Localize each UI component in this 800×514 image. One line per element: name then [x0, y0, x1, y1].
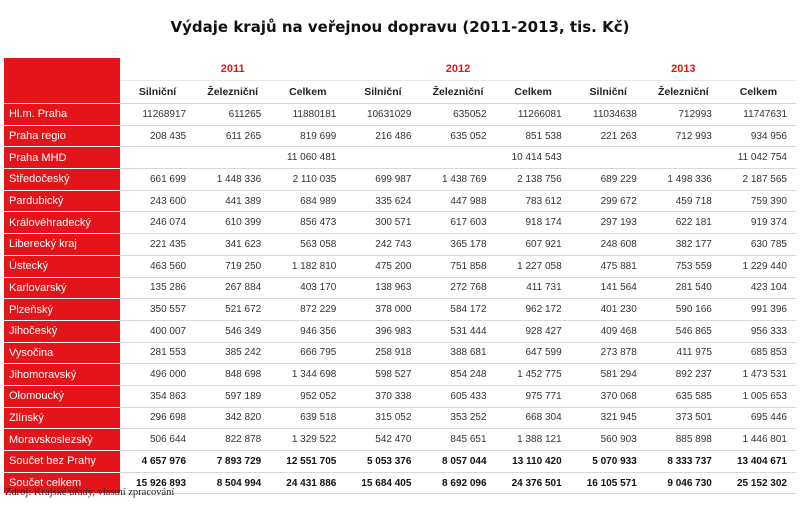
value-cell: 885 898 [646, 429, 721, 451]
value-cell: 463 560 [120, 255, 195, 277]
value-cell: 296 698 [120, 407, 195, 429]
value-cell: 856 473 [270, 212, 345, 234]
value-cell: 441 389 [195, 190, 270, 212]
value-cell: 9 046 730 [646, 472, 721, 494]
table-row [4, 255, 796, 277]
value-cell: 11880181 [270, 104, 345, 126]
value-cell: 242 743 [345, 234, 420, 256]
value-cell: 1 329 522 [270, 429, 345, 451]
value-cell: 684 989 [270, 190, 345, 212]
value-cell: 848 698 [195, 364, 270, 386]
value-cell: 11 060 481 [270, 147, 345, 169]
value-cell: 1 452 775 [496, 364, 571, 386]
value-cell: 854 248 [420, 364, 495, 386]
value-cell: 630 785 [721, 234, 796, 256]
value-cell: 335 624 [345, 190, 420, 212]
value-cell: 11268917 [120, 104, 195, 126]
value-cell: 411 731 [496, 277, 571, 299]
table-row [4, 407, 796, 429]
value-cell [571, 147, 646, 169]
region-name: Královéhradecký [4, 212, 120, 234]
value-cell: 956 333 [721, 320, 796, 342]
table-row [4, 125, 796, 147]
value-cell: 1 227 058 [496, 255, 571, 277]
region-name: Jihočeský [4, 320, 120, 342]
value-cell: 138 963 [345, 277, 420, 299]
value-cell: 1 446 801 [721, 429, 796, 451]
region-name: Pardubický [4, 190, 120, 212]
value-cell: 24 431 886 [270, 472, 345, 494]
subcolumn-header: Železniční [420, 81, 495, 104]
table-row [4, 385, 796, 407]
value-cell [345, 147, 420, 169]
value-cell: 8 333 737 [646, 451, 721, 473]
value-cell: 845 651 [420, 429, 495, 451]
value-cell: 385 242 [195, 342, 270, 364]
value-cell: 373 501 [646, 407, 721, 429]
value-cell: 666 795 [270, 342, 345, 364]
value-cell: 15 926 893 [120, 472, 195, 494]
value-cell: 1 438 769 [420, 169, 495, 191]
value-cell: 281 540 [646, 277, 721, 299]
value-cell: 370 068 [571, 385, 646, 407]
value-cell: 851 538 [496, 125, 571, 147]
value-cell [120, 147, 195, 169]
value-cell: 396 983 [345, 320, 420, 342]
value-cell: 475 881 [571, 255, 646, 277]
value-cell: 712 993 [646, 125, 721, 147]
table-row [4, 320, 796, 342]
value-cell: 10 414 543 [496, 147, 571, 169]
value-cell: 611265 [195, 104, 270, 126]
region-name: Vysočina [4, 342, 120, 364]
value-cell: 273 878 [571, 342, 646, 364]
value-cell: 13 404 671 [721, 451, 796, 473]
value-cell: 607 921 [496, 234, 571, 256]
value-cell: 819 699 [270, 125, 345, 147]
value-cell: 370 338 [345, 385, 420, 407]
value-cell: 25 152 302 [721, 472, 796, 494]
table-row [4, 104, 796, 126]
region-name: Zlínský [4, 407, 120, 429]
value-cell: 11266081 [496, 104, 571, 126]
value-cell: 354 863 [120, 385, 195, 407]
value-cell: 300 571 [345, 212, 420, 234]
table-body [4, 104, 796, 494]
value-cell: 1 005 653 [721, 385, 796, 407]
value-cell: 281 553 [120, 342, 195, 364]
value-cell: 560 903 [571, 429, 646, 451]
value-cell: 382 177 [646, 234, 721, 256]
subcolumn-header: Železniční [195, 81, 270, 104]
subcolumn-header: Silniční [345, 81, 420, 104]
value-cell: 946 356 [270, 320, 345, 342]
value-cell: 321 945 [571, 407, 646, 429]
value-cell: 695 446 [721, 407, 796, 429]
value-cell: 459 718 [646, 190, 721, 212]
value-cell: 24 376 501 [496, 472, 571, 494]
subcolumn-header: Silniční [571, 81, 646, 104]
value-cell: 411 975 [646, 342, 721, 364]
value-cell: 8 504 994 [195, 472, 270, 494]
table-row [4, 277, 796, 299]
value-cell: 248 608 [571, 234, 646, 256]
year-header-row [4, 58, 796, 81]
value-cell: 388 681 [420, 342, 495, 364]
value-cell: 15 684 405 [345, 472, 420, 494]
value-cell: 496 000 [120, 364, 195, 386]
value-cell [195, 147, 270, 169]
value-cell: 208 435 [120, 125, 195, 147]
table-row [4, 299, 796, 321]
value-cell: 531 444 [420, 320, 495, 342]
table-row [4, 342, 796, 364]
table-row [4, 364, 796, 386]
source-note: Zdroj: Krajské úřady, vlastní zpracování [5, 487, 175, 498]
value-cell [420, 147, 495, 169]
value-cell: 759 390 [721, 190, 796, 212]
value-cell: 962 172 [496, 299, 571, 321]
value-cell: 2 138 756 [496, 169, 571, 191]
value-cell: 635 585 [646, 385, 721, 407]
value-cell: 299 672 [571, 190, 646, 212]
value-cell [646, 147, 721, 169]
value-cell: 353 252 [420, 407, 495, 429]
subcolumn-header-row [4, 81, 796, 104]
value-cell: 928 427 [496, 320, 571, 342]
year-header: 2013 [571, 58, 796, 81]
value-cell: 1 388 121 [496, 429, 571, 451]
value-cell: 216 486 [345, 125, 420, 147]
value-cell: 258 918 [345, 342, 420, 364]
value-cell: 635052 [420, 104, 495, 126]
value-cell: 11747631 [721, 104, 796, 126]
region-name: Jihomoravský [4, 364, 120, 386]
value-cell: 400 007 [120, 320, 195, 342]
value-cell: 342 820 [195, 407, 270, 429]
value-cell: 563 058 [270, 234, 345, 256]
region-name: Praha MHD [4, 147, 120, 169]
table-row [4, 147, 796, 169]
value-cell: 584 172 [420, 299, 495, 321]
value-cell: 221 435 [120, 234, 195, 256]
value-cell: 2 187 565 [721, 169, 796, 191]
table-row [4, 451, 796, 473]
value-cell: 16 105 571 [571, 472, 646, 494]
value-cell: 581 294 [571, 364, 646, 386]
value-cell: 11034638 [571, 104, 646, 126]
subcolumn-header: Železniční [646, 81, 721, 104]
value-cell: 918 174 [496, 212, 571, 234]
value-cell: 1 498 336 [646, 169, 721, 191]
value-cell: 4 657 976 [120, 451, 195, 473]
value-cell: 590 166 [646, 299, 721, 321]
value-cell: 246 074 [120, 212, 195, 234]
value-cell: 712993 [646, 104, 721, 126]
value-cell: 403 170 [270, 277, 345, 299]
value-cell: 610 399 [195, 212, 270, 234]
subcolumn-header: Celkem [721, 81, 796, 104]
value-cell: 751 858 [420, 255, 495, 277]
value-cell: 872 229 [270, 299, 345, 321]
value-cell: 699 987 [345, 169, 420, 191]
value-cell: 423 104 [721, 277, 796, 299]
value-cell: 13 110 420 [496, 451, 571, 473]
value-cell: 622 181 [646, 212, 721, 234]
value-cell: 668 304 [496, 407, 571, 429]
subcolumn-header: Silniční [120, 81, 195, 104]
value-cell: 952 052 [270, 385, 345, 407]
value-cell: 2 110 035 [270, 169, 345, 191]
value-cell: 1 182 810 [270, 255, 345, 277]
value-cell: 378 000 [345, 299, 420, 321]
value-cell: 542 470 [345, 429, 420, 451]
value-cell: 221 263 [571, 125, 646, 147]
region-name: Karlovarský [4, 277, 120, 299]
table-row [4, 190, 796, 212]
region-name: Ústecký [4, 255, 120, 277]
value-cell: 934 956 [721, 125, 796, 147]
value-cell: 243 600 [120, 190, 195, 212]
subcolumn-header: Celkem [270, 81, 345, 104]
region-name: Středočeský [4, 169, 120, 191]
year-header: 2011 [120, 58, 345, 81]
value-cell: 315 052 [345, 407, 420, 429]
value-cell: 1 448 336 [195, 169, 270, 191]
table-row [4, 212, 796, 234]
value-cell: 647 599 [496, 342, 571, 364]
table-title: Výdaje krajů na veřejnou dopravu (2011-2013, tis. Kč) [170, 18, 630, 36]
value-cell: 598 527 [345, 364, 420, 386]
table-row [4, 429, 796, 451]
value-cell: 135 286 [120, 277, 195, 299]
value-cell: 5 053 376 [345, 451, 420, 473]
value-cell: 605 433 [420, 385, 495, 407]
value-cell: 7 893 729 [195, 451, 270, 473]
expenditure-table [4, 58, 796, 494]
value-cell: 10631029 [345, 104, 420, 126]
value-cell: 272 768 [420, 277, 495, 299]
value-cell: 5 070 933 [571, 451, 646, 473]
value-cell: 11 042 754 [721, 147, 796, 169]
value-cell: 546 865 [646, 320, 721, 342]
value-cell: 991 396 [721, 299, 796, 321]
value-cell: 267 884 [195, 277, 270, 299]
value-cell: 1 344 698 [270, 364, 345, 386]
region-name: Součet bez Prahy [4, 451, 120, 473]
value-cell: 719 250 [195, 255, 270, 277]
value-cell: 341 623 [195, 234, 270, 256]
value-cell: 892 237 [646, 364, 721, 386]
value-cell: 297 193 [571, 212, 646, 234]
value-cell: 8 057 044 [420, 451, 495, 473]
value-cell: 783 612 [496, 190, 571, 212]
value-cell: 822 878 [195, 429, 270, 451]
value-cell: 685 853 [721, 342, 796, 364]
value-cell: 611 265 [195, 125, 270, 147]
value-cell: 1 473 531 [721, 364, 796, 386]
value-cell: 639 518 [270, 407, 345, 429]
value-cell: 689 229 [571, 169, 646, 191]
region-name: Plzeňský [4, 299, 120, 321]
table-row [4, 169, 796, 191]
value-cell: 753 559 [646, 255, 721, 277]
table-row [4, 234, 796, 256]
year-header: 2012 [345, 58, 570, 81]
region-name: Součet celkem [4, 472, 120, 494]
value-cell: 141 564 [571, 277, 646, 299]
region-name: Moravskoslezský [4, 429, 120, 451]
value-cell: 919 374 [721, 212, 796, 234]
value-cell: 12 551 705 [270, 451, 345, 473]
kraj-header: Kraj [4, 58, 120, 104]
value-cell: 350 557 [120, 299, 195, 321]
region-name: Liberecký kraj [4, 234, 120, 256]
value-cell: 475 200 [345, 255, 420, 277]
subcolumn-header: Celkem [496, 81, 571, 104]
value-cell: 546 349 [195, 320, 270, 342]
region-name: Olomoucký [4, 385, 120, 407]
value-cell: 447 988 [420, 190, 495, 212]
value-cell: 409 468 [571, 320, 646, 342]
value-cell: 8 692 096 [420, 472, 495, 494]
value-cell: 597 189 [195, 385, 270, 407]
value-cell: 617 603 [420, 212, 495, 234]
value-cell: 975 771 [496, 385, 571, 407]
value-cell: 635 052 [420, 125, 495, 147]
value-cell: 365 178 [420, 234, 495, 256]
value-cell: 401 230 [571, 299, 646, 321]
value-cell: 506 644 [120, 429, 195, 451]
value-cell: 521 672 [195, 299, 270, 321]
value-cell: 661 699 [120, 169, 195, 191]
value-cell: 1 229 440 [721, 255, 796, 277]
region-name: Praha regio [4, 125, 120, 147]
region-name: Hl.m. Praha [4, 104, 120, 126]
